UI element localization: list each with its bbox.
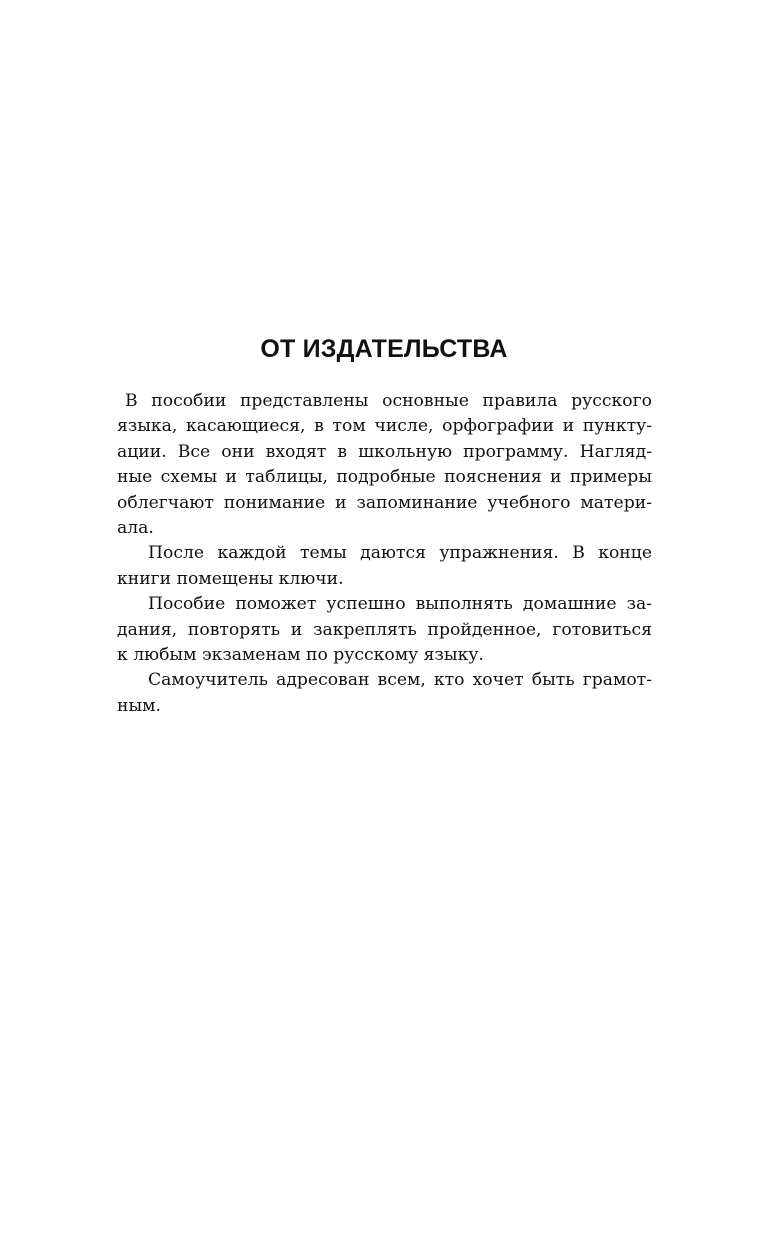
- text-line: ным.: [117, 695, 161, 716]
- text-line: облегчают понимание и запоминание учебного матери-: [117, 492, 652, 513]
- text-line: ала.: [117, 517, 154, 538]
- paragraph-4: [117, 668, 652, 719]
- text-line: дания, повторять и закреплять пройденное, готовиться: [117, 619, 652, 640]
- text-line: книги помещены ключи.: [117, 568, 344, 589]
- paragraph-1: [117, 389, 652, 541]
- text-line: к любым экзаменам по русскому языку.: [117, 644, 484, 665]
- paragraph-3: [117, 592, 652, 668]
- text-line: Самоучитель адресован всем, кто хочет быть грамот-: [148, 670, 652, 691]
- text-line: ные схемы и таблицы, подробные пояснения и примеры: [117, 467, 652, 488]
- publisher-note-text: [117, 389, 652, 719]
- paragraph-2: [117, 541, 652, 592]
- text-line: Пособие поможет успешно выполнять домашние за-: [148, 594, 652, 615]
- text-line: языка, касающиеся, в том числе, орфографии и пункту-: [117, 416, 652, 437]
- text-line: ации. Все они входят в школьную программу. Нагляд-: [117, 441, 652, 462]
- text-line: В пособии представлены основные правила русского: [125, 391, 652, 411]
- text-line: После каждой темы даются упражнения. В конце: [148, 543, 652, 564]
- page-title: ОТ ИЗДАТЕЛЬСТВА: [260, 335, 508, 363]
